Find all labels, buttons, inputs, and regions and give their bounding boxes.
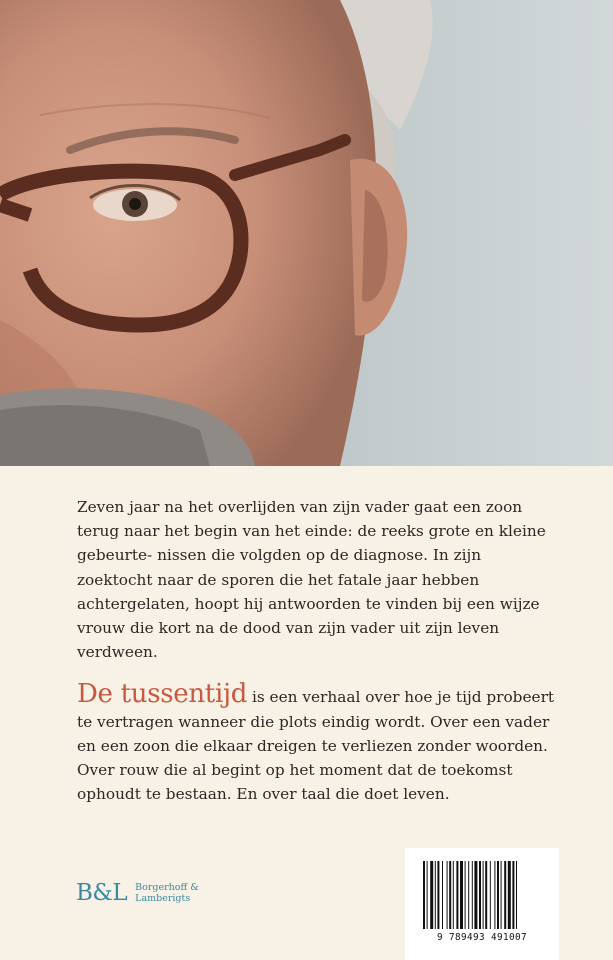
blurb-paragraph-2 [77, 679, 557, 806]
publisher-name-line-2: Lamberigts [135, 893, 191, 904]
blurb-paragraph-2-text: is een verhaal over hoe je tijd probeert te vertragen wanneer die plots eindig wordt. Over een vader en een zoon die elkaar dreigen te verliezen zonder woorden. Over rouw die al begint op het moment dat de toekomst ophoudt te bestaan. En over taal die doet leven. [77, 688, 555, 804]
blurb-paragraph-1: Zeven jaar na het overlijden van zijn vader gaat een zoon terug naar het begin van het einde: de reeks grote en kleine gebeurte- nissen die volgden op de diagnose. In zijn zoektocht naar de sporen die het fatale jaar hebben achtergelaten, hoopt hij antwoorden te vinden bij een wijze vrouw die kort na de dood van zijn vader uit zijn leven verdween. [77, 498, 546, 662]
publisher-logo-mark: B&L [76, 880, 128, 906]
publisher-name-line-1: Borgerhoff & [135, 882, 199, 893]
publisher-logo [76, 880, 199, 906]
publisher-name [135, 882, 199, 904]
barcode-bars [423, 861, 541, 931]
back-cover-blurb [77, 495, 557, 806]
author-photo [0, 0, 613, 466]
isbn-number: 9 789493 491007 [437, 932, 527, 943]
book-title: De tussentijd [77, 679, 248, 710]
isbn-barcode [405, 848, 559, 960]
